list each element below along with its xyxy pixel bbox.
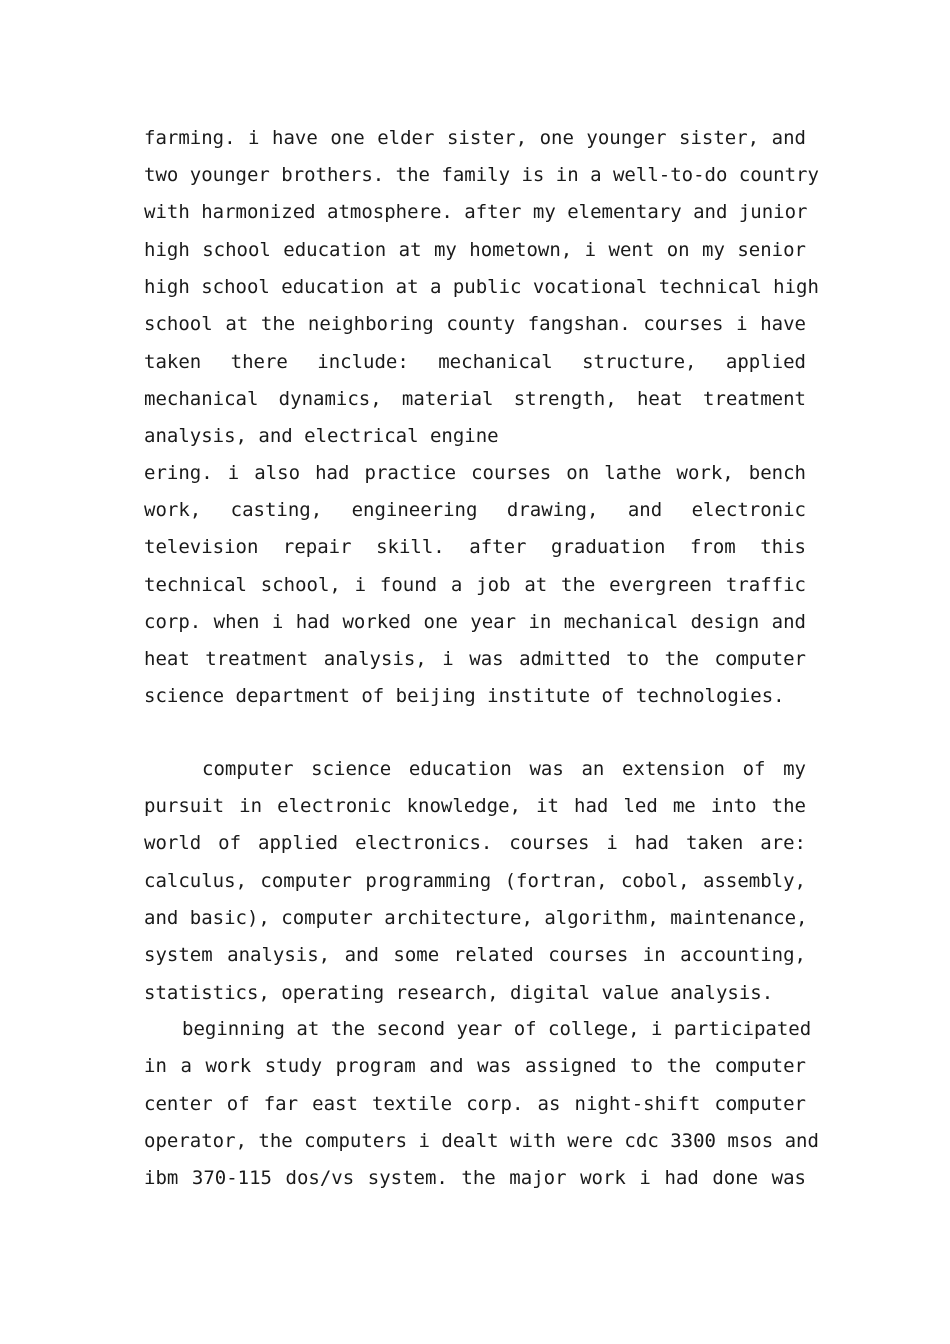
text-line: science department of beijing institute of technologies. [144, 685, 785, 707]
text-line: analysis, and electrical engine [144, 425, 499, 447]
text-line: school at the neighboring county fangshan. courses i have [144, 313, 806, 335]
text-line: system analysis, and some related courses in accounting, [144, 944, 806, 966]
text-line: and basic), computer architecture, algorithm, maintenance, [144, 907, 808, 929]
text-line: work, casting, engineering drawing, and electronic [144, 499, 806, 521]
text-line: pursuit in electronic knowledge, it had led me into the [144, 795, 806, 817]
text-line: high school education at a public vocational technical high [144, 276, 819, 298]
text-line: corp. when i had worked one year in mechanical design and [144, 611, 806, 633]
text-line: television repair skill. after graduation from this [144, 536, 806, 558]
text-line: taken there include: mechanical structure, applied [144, 351, 806, 373]
text-line: ering. i also had practice courses on lathe work, bench [144, 462, 806, 484]
text-line: with harmonized atmosphere. after my elementary and junior [144, 201, 808, 223]
text-line: farming. i have one elder sister, one younger sister, and [144, 127, 806, 149]
text-line: center of far east textile corp. as night-shift computer [144, 1093, 806, 1115]
text-line: statistics, operating research, digital value analysis. [144, 982, 774, 1004]
text-line: calculus, computer programming (fortran, cobol, assembly, [144, 870, 806, 892]
text-line: computer science education was an extension of my [202, 758, 806, 780]
text-line: in a work study program and was assigned to the computer [144, 1055, 806, 1077]
text-line: high school education at my hometown, i went on my senior [144, 239, 806, 261]
text-line: technical school, i found a job at the evergreen traffic [144, 574, 806, 596]
text-line: heat treatment analysis, i was admitted to the computer [144, 648, 806, 670]
text-line: mechanical dynamics, material strength, heat treatment [144, 388, 806, 410]
text-line: two younger brothers. the family is in a well-to-do country [144, 164, 819, 186]
text-line: operator, the computers i dealt with were cdc 3300 msos and [144, 1130, 819, 1152]
text-line: beginning at the second year of college, i participated [182, 1018, 812, 1040]
text-line: ibm 370-115 dos/vs system. the major work i had done was [144, 1167, 806, 1189]
text-line: world of applied electronics. courses i had taken are: [144, 832, 806, 854]
